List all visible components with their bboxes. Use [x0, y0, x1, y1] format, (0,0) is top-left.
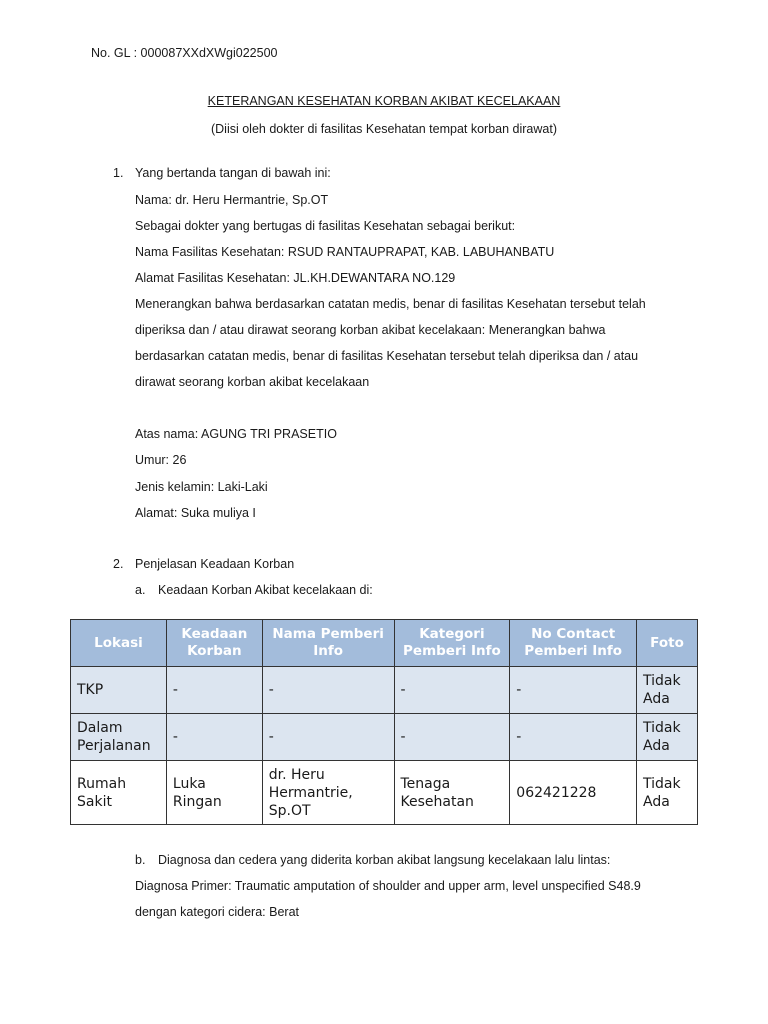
sub-b-text: Diagnosa dan cedera yang diderita korban akibat langsung kecelakaan lalu lintas:	[158, 853, 611, 867]
header-lokasi: Lokasi	[71, 620, 167, 667]
cell-foto: Tidak Ada	[637, 667, 698, 714]
doctor-name: Nama: dr. Heru Hermantrie, Sp.OT	[135, 193, 329, 207]
header-foto: Foto	[637, 620, 698, 667]
header-no-contact: No Contact Pemberi Info	[510, 620, 637, 667]
cell-keadaan: -	[166, 667, 262, 714]
document-subtitle: (Diisi oleh dokter di fasilitas Kesehatan tempat korban dirawat)	[210, 122, 557, 136]
header-nama-pemberi-info: Nama Pemberi Info	[262, 620, 394, 667]
patient-age: Umur: 26	[135, 453, 187, 467]
gl-number: No. GL : 000087XXdXWgi022500	[91, 46, 278, 60]
doctor-role: Sebagai dokter yang bertugas di fasilitas Kesehatan sebagai berikut:	[135, 219, 516, 233]
cell-lokasi: Dalam Perjalanan	[71, 714, 167, 761]
cell-keadaan: -	[166, 714, 262, 761]
section-1-intro: Yang bertanda tangan di bawah ini:	[135, 166, 331, 180]
victim-condition-table	[70, 619, 698, 825]
cell-nama: -	[262, 714, 394, 761]
cell-keadaan: Luka Ringan	[166, 761, 262, 825]
header-keadaan-korban: Keadaan Korban	[166, 620, 262, 667]
section-2-number: 2.	[113, 557, 124, 571]
sub-a-letter: a.	[135, 583, 146, 597]
cell-contact: 062421228	[510, 761, 637, 825]
table-header-row	[71, 620, 698, 667]
cell-lokasi: Rumah Sakit	[71, 761, 167, 825]
cell-foto: Tidak Ada	[637, 761, 698, 825]
cell-kategori: Tenaga Kesehatan	[394, 761, 510, 825]
statement-line: berdasarkan catatan medis, benar di fasilitas Kesehatan tersebut telah diperiksa dan / atau	[135, 349, 639, 363]
table-row	[71, 714, 698, 761]
document-title: KETERANGAN KESEHATAN KORBAN AKIBAT KECELAKAAN	[207, 94, 561, 108]
facility-name: Nama Fasilitas Kesehatan: RSUD RANTAUPRAPAT, KAB. LABUHANBATU	[135, 245, 555, 259]
cell-contact: -	[510, 714, 637, 761]
facility-address: Alamat Fasilitas Kesehatan: JL.KH.DEWANTARA NO.129	[135, 271, 456, 285]
sub-a-text: Keadaan Korban Akibat kecelakaan di:	[158, 583, 373, 597]
patient-gender: Jenis kelamin: Laki-Laki	[135, 480, 268, 494]
cell-lokasi: TKP	[71, 667, 167, 714]
patient-name: Atas nama: AGUNG TRI PRASETIO	[135, 427, 337, 441]
section-1-number: 1.	[113, 166, 124, 180]
cell-kategori: -	[394, 667, 510, 714]
cell-kategori: -	[394, 714, 510, 761]
header-kategori-pemberi-info: Kategori Pemberi Info	[394, 620, 510, 667]
table-row	[71, 761, 698, 825]
statement-line: dirawat seorang korban akibat kecelakaan	[135, 375, 370, 389]
sub-b-letter: b.	[135, 853, 146, 867]
section-2-heading: Penjelasan Keadaan Korban	[135, 557, 295, 571]
statement-line: Menerangkan bahwa berdasarkan catatan medis, benar di fasilitas Kesehatan tersebut telah	[135, 297, 646, 311]
injury-category: dengan kategori cidera: Berat	[135, 905, 299, 919]
primary-diagnosis: Diagnosa Primer: Traumatic amputation of shoulder and upper arm, level unspecified S48.9	[135, 879, 641, 893]
statement-line: diperiksa dan / atau dirawat seorang korban akibat kecelakaan: Menerangkan bahwa	[135, 323, 606, 337]
patient-address: Alamat: Suka muliya I	[135, 506, 256, 520]
cell-nama: -	[262, 667, 394, 714]
cell-foto: Tidak Ada	[637, 714, 698, 761]
cell-contact: -	[510, 667, 637, 714]
cell-nama: dr. Heru Hermantrie, Sp.OT	[262, 761, 394, 825]
table-row	[71, 667, 698, 714]
